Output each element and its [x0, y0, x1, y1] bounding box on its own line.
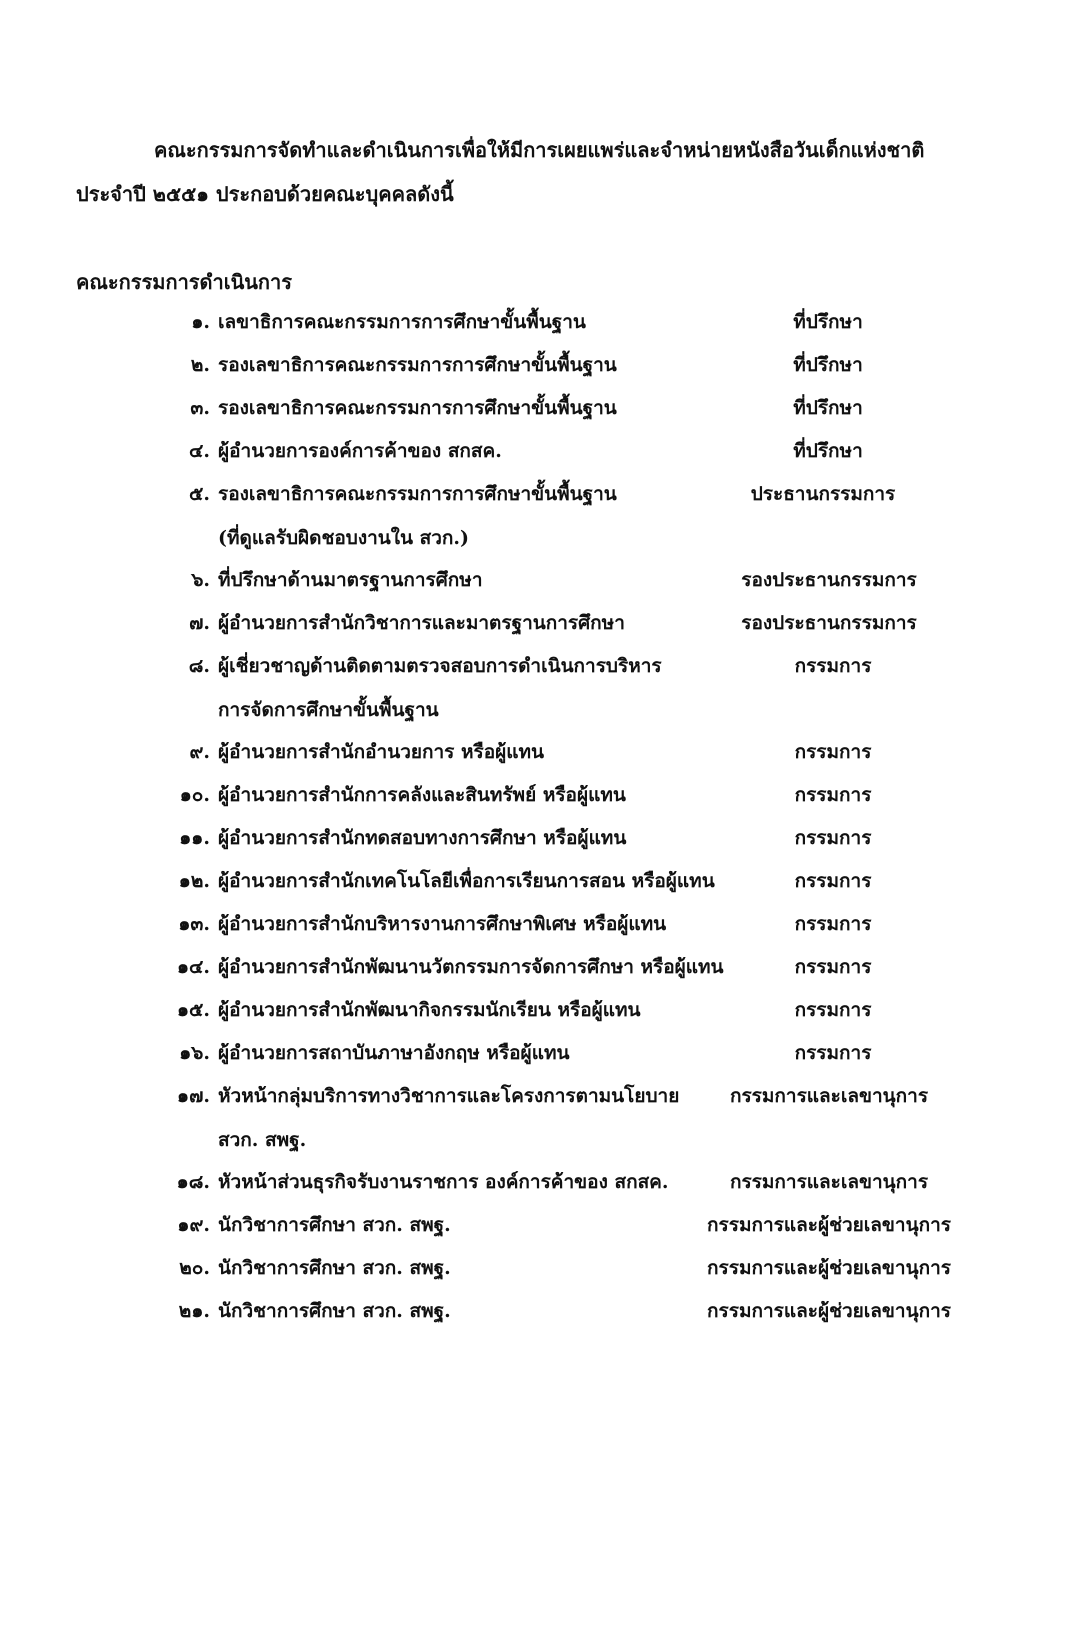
member-name: รองเลขาธิการคณะกรรมการการศึกษาขั้นพื้นฐาน — [218, 483, 617, 505]
section-title: คณะกรรมการดำเนินการ — [76, 270, 293, 294]
member-number: ๑๖. — [179, 1042, 210, 1064]
member-row — [0, 648, 1082, 721]
member-row — [0, 347, 1082, 383]
member-number: ๑๒. — [178, 870, 210, 892]
member-row — [0, 949, 1082, 985]
member-row — [0, 476, 1082, 549]
member-row — [0, 1293, 1082, 1329]
member-role: กรรมการและเลขานุการ — [729, 1171, 929, 1193]
member-name-continued: (ที่ดูแลรับผิดชอบงานใน สวก.) — [218, 527, 470, 549]
member-name: หัวหน้ากลุ่มบริการทางวิชาการและโครงการตามนโยบาย — [218, 1085, 680, 1107]
member-name: ผู้อำนวยการสำนักบริหารงานการศึกษาพิเศษ หรือผู้แทน — [218, 913, 667, 935]
member-number: ๖. — [191, 569, 210, 591]
member-number: ๒๐. — [179, 1257, 210, 1279]
member-row — [0, 734, 1082, 770]
member-role: ที่ปรึกษา — [793, 440, 863, 462]
member-number: ๓. — [190, 397, 210, 419]
member-name: ผู้อำนวยการองค์การค้าของ สกสค. — [218, 440, 502, 462]
member-row — [0, 863, 1082, 899]
member-role: กรรมการ — [794, 1042, 872, 1064]
member-row — [0, 1250, 1082, 1286]
member-role: กรรมการและผู้ช่วยเลขานุการ — [707, 1257, 951, 1279]
member-row — [0, 390, 1082, 426]
member-role: กรรมการ — [794, 870, 872, 892]
member-name-continued: การจัดการศึกษาขั้นพื้นฐาน — [218, 699, 439, 721]
member-role: กรรมการ — [794, 741, 872, 763]
member-row — [0, 304, 1082, 340]
member-name: รองเลขาธิการคณะกรรมการการศึกษาขั้นพื้นฐาน — [218, 397, 617, 419]
member-number: ๑๘. — [176, 1171, 210, 1193]
member-number: ๑๓. — [178, 913, 210, 935]
member-role: กรรมการและผู้ช่วยเลขานุการ — [707, 1214, 951, 1236]
member-row — [0, 433, 1082, 469]
member-name: นักวิชาการศึกษา สวก. สพฐ. — [218, 1300, 451, 1322]
member-role: ที่ปรึกษา — [793, 354, 863, 376]
member-number: ๒. — [190, 354, 210, 376]
member-role: กรรมการ — [794, 784, 872, 806]
member-row — [0, 906, 1082, 942]
member-number: ๑๙. — [177, 1214, 210, 1236]
member-name: นักวิชาการศึกษา สวก. สพฐ. — [218, 1214, 451, 1236]
member-name: ผู้อำนวยการสำนักวิชาการและมาตรฐานการศึกษา — [218, 612, 625, 634]
member-number: ๑๔. — [176, 956, 210, 978]
member-name-continued: สวก. สพฐ. — [218, 1129, 307, 1151]
member-number: ๑๗. — [177, 1085, 210, 1107]
member-role: รองประธานกรรมการ — [741, 612, 917, 634]
member-row — [0, 1207, 1082, 1243]
member-name: หัวหน้าส่วนธุรกิจรับงานราชการ องค์การค้าของ สกสค. — [218, 1171, 669, 1193]
member-row — [0, 1035, 1082, 1071]
member-name: เลขาธิการคณะกรรมการการศึกษาขั้นพื้นฐาน — [218, 311, 586, 333]
member-role: กรรมการ — [794, 827, 872, 849]
member-role: กรรมการ — [794, 655, 872, 677]
member-role: รองประธานกรรมการ — [741, 569, 917, 591]
member-row — [0, 1078, 1082, 1151]
member-name: ผู้อำนวยการสำนักการคลังและสินทรัพย์ หรือผู้แทน — [218, 784, 626, 806]
member-name: ผู้อำนวยการสำนักพัฒนานวัตกรรมการจัดการศึกษา หรือผู้แทน — [218, 956, 724, 978]
member-number: ๑๐. — [179, 784, 210, 806]
member-number: ๒๑. — [178, 1300, 210, 1322]
member-role: กรรมการ — [794, 999, 872, 1021]
member-row — [0, 777, 1082, 813]
member-name: ผู้อำนวยการสถาบันภาษาอังกฤษ หรือผู้แทน — [218, 1042, 570, 1064]
member-name: ที่ปรึกษาด้านมาตรฐานการศึกษา — [218, 569, 483, 591]
member-role: ที่ปรึกษา — [793, 397, 863, 419]
member-name: ผู้อำนวยการสำนักพัฒนากิจกรรมนักเรียน หรือผู้แทน — [218, 999, 641, 1021]
member-role: กรรมการและผู้ช่วยเลขานุการ — [707, 1300, 951, 1322]
member-name: ผู้เชี่ยวชาญด้านติดตามตรวจสอบการดำเนินการบริหาร — [218, 655, 662, 677]
member-role: กรรมการ — [794, 913, 872, 935]
member-name: ผู้อำนวยการสำนักอำนวยการ หรือผู้แทน — [218, 741, 545, 763]
member-number: ๔. — [189, 440, 210, 462]
intro-line-1: คณะกรรมการจัดทำและดำเนินการเพื่อให้มีการเผยแพร่และจำหน่ายหนังสือวันเด็กแห่งชาติ — [154, 138, 925, 162]
member-name: นักวิชาการศึกษา สวก. สพฐ. — [218, 1257, 451, 1279]
member-number: ๑๕. — [176, 999, 210, 1021]
member-role: ประธานกรรมการ — [750, 483, 896, 505]
member-role: กรรมการ — [794, 956, 872, 978]
member-number: ๑. — [191, 311, 210, 333]
member-number: ๑๑. — [179, 827, 210, 849]
member-name: ผู้อำนวยการสำนักเทคโนโลยีเพื่อการเรียนการสอน หรือผู้แทน — [218, 870, 715, 892]
member-number: ๕. — [189, 483, 210, 505]
member-row — [0, 605, 1082, 641]
member-name: รองเลขาธิการคณะกรรมการการศึกษาขั้นพื้นฐาน — [218, 354, 617, 376]
member-row — [0, 1164, 1082, 1200]
intro-line-2: ประจำปี ๒๕๕๑ ประกอบด้วยคณะบุคคลดังนี้ — [76, 182, 454, 206]
member-row — [0, 820, 1082, 856]
member-number: ๘. — [188, 655, 210, 677]
member-role: กรรมการและเลขานุการ — [729, 1085, 929, 1107]
member-number: ๙. — [189, 741, 210, 763]
member-name: ผู้อำนวยการสำนักทดสอบทางการศึกษา หรือผู้แทน — [218, 827, 627, 849]
member-row — [0, 992, 1082, 1028]
member-number: ๗. — [189, 612, 210, 634]
member-row — [0, 562, 1082, 598]
member-role: ที่ปรึกษา — [793, 311, 863, 333]
